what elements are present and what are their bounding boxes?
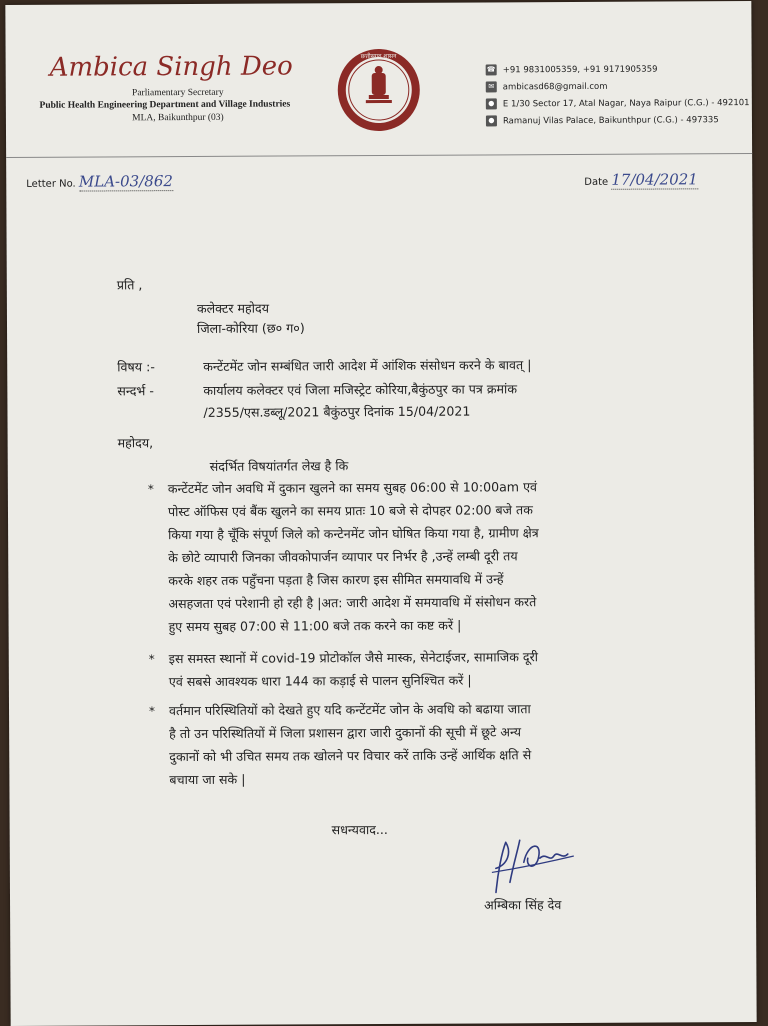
- recipient-line-2: जिला-कोरिया (छ० ग०): [196, 320, 305, 336]
- contact-phone: ☎ +91 9831005359, +91 9171905359: [486, 64, 658, 75]
- letter-sheet: [5, 1, 756, 1026]
- paragraph-line: है तो उन परिस्थितियों में जिला प्रशासन द्वारा जारी दुकानों की सूची में छूटे अन्य: [169, 724, 522, 742]
- subject-label: विषय :-: [117, 359, 155, 375]
- paragraph-line: असहजता एवं परेशानी हो रही है |अत: जारी आदेश में समयावधि में संसोधन करते: [168, 594, 537, 612]
- salutation: महोदय,: [117, 435, 154, 451]
- location-pin-icon: ●: [486, 98, 497, 109]
- letterhead: [5, 1, 752, 157]
- location-pin-icon: ●: [486, 115, 497, 126]
- emblem-text: छत्तीसगढ़ शासन: [360, 52, 397, 61]
- paragraph-line: कन्टेंटमेंट जोन अवधि में दुकान खुलने का समय सुबह 06:00 से 10:00am एवं: [167, 479, 538, 497]
- paragraph-line: एवं सबसे आवश्यक धारा 144 का कड़ाई से पालन सुनिश्चित करें |: [168, 672, 472, 690]
- reference-line-2: /2355/एस.डब्लू/2021 बैकुंठपुर दिनांक 15/04/2021: [203, 403, 471, 420]
- contact-address-baikunthpur: ● Ramanuj Vilas Palace, Baikunthpur (C.G.) - 497335: [486, 114, 719, 126]
- government-emblem-icon: [336, 47, 422, 133]
- paragraph-line: बचाया जा सके |: [169, 771, 246, 788]
- bullet-marker: *: [148, 704, 156, 719]
- paragraph-line: किया गया है चूँकि संपूर्ण जिले को कन्टेनमेंट जोन घोषित किया गया है, ग्रामीण क्षेत्र: [168, 525, 539, 543]
- reference-line-1: कार्यालय कलेक्टर एवं जिला मजिस्ट्रेट कोरिया,बैकुंठपुर का पत्र क्रमांक: [203, 381, 518, 398]
- closing-thanks: सधन्यवाद...: [331, 821, 388, 838]
- letterhead-name: Ambica Singh Deo: [49, 51, 293, 83]
- paragraph-line: करके शहर तक पहुँचना पड़ता है जिस कारण इस सीमित समयावधि में उन्हें: [168, 571, 504, 589]
- phone-icon: ☎: [486, 64, 497, 75]
- salutation-prati: प्रति ,: [116, 277, 143, 293]
- paragraph-line: पोस्ट ऑफिस एवं बैंक खुलने का समय प्रातः 10 बजे से दोपहर 02:00 बजे तक: [167, 502, 533, 520]
- recipient-line-1: कलेक्टर महोदय: [196, 300, 270, 316]
- reference-label: सन्दर्भ -: [117, 383, 154, 399]
- paragraph-line: हुए समय सुबह 07:00 से 11:00 बजे तक करने का कष्ट करें |: [168, 617, 462, 635]
- bullet-marker: *: [147, 482, 154, 497]
- subject-text: कन्टेंटमेंट जोन सम्बंधित जारी आदेश में आंशिक संसोधन करने के बावत् |: [203, 357, 532, 374]
- signatory-name: अम्बिका सिंह देव: [484, 897, 562, 913]
- paragraph-line: दुकानों को भी उचित समय तक खोलने पर विचार करें ताकि उन्हें आर्थिक क्षति से: [169, 747, 532, 765]
- letter-date: Date 17/04/2021: [584, 170, 698, 189]
- contact-email: ✉ ambicasd68@gmail.com: [486, 81, 608, 93]
- letterhead-constituency: MLA, Baikunthpur (03): [132, 112, 224, 124]
- handwritten-signature: [488, 832, 578, 902]
- paragraph-line: इस समस्त स्थानों में covid-19 प्रोटोकॉल जैसे मास्क, सेनेटाईजर, सामाजिक दूरी: [168, 649, 539, 667]
- letterhead-department: Public Health Engineering Department and Village Industries: [39, 99, 291, 111]
- contact-address-naya-raipur: ● E 1/30 Sector 17, Atal Nagar, Naya Raipur (C.G.) - 492101: [486, 97, 750, 109]
- email-icon: ✉: [486, 81, 497, 92]
- letterhead-title: Parliamentary Secretary: [132, 87, 224, 99]
- intro-line: संदर्भित विषयांतर्गत लेख है कि: [209, 458, 349, 474]
- bullet-marker: *: [148, 652, 155, 667]
- paragraph-line: वर्तमान परिस्थितियों को देखते हुए यदि कन्टेंटमेंट जोन के अवधि को बढाया जाता: [168, 701, 531, 719]
- letter-number: Letter No. MLA-03/862: [26, 172, 173, 191]
- paragraph-line: के छोटे व्यापारी जिनका जीवकोपार्जन व्यापार पर निर्भर है ,उन्हें लम्बी दूरी तय: [168, 548, 518, 566]
